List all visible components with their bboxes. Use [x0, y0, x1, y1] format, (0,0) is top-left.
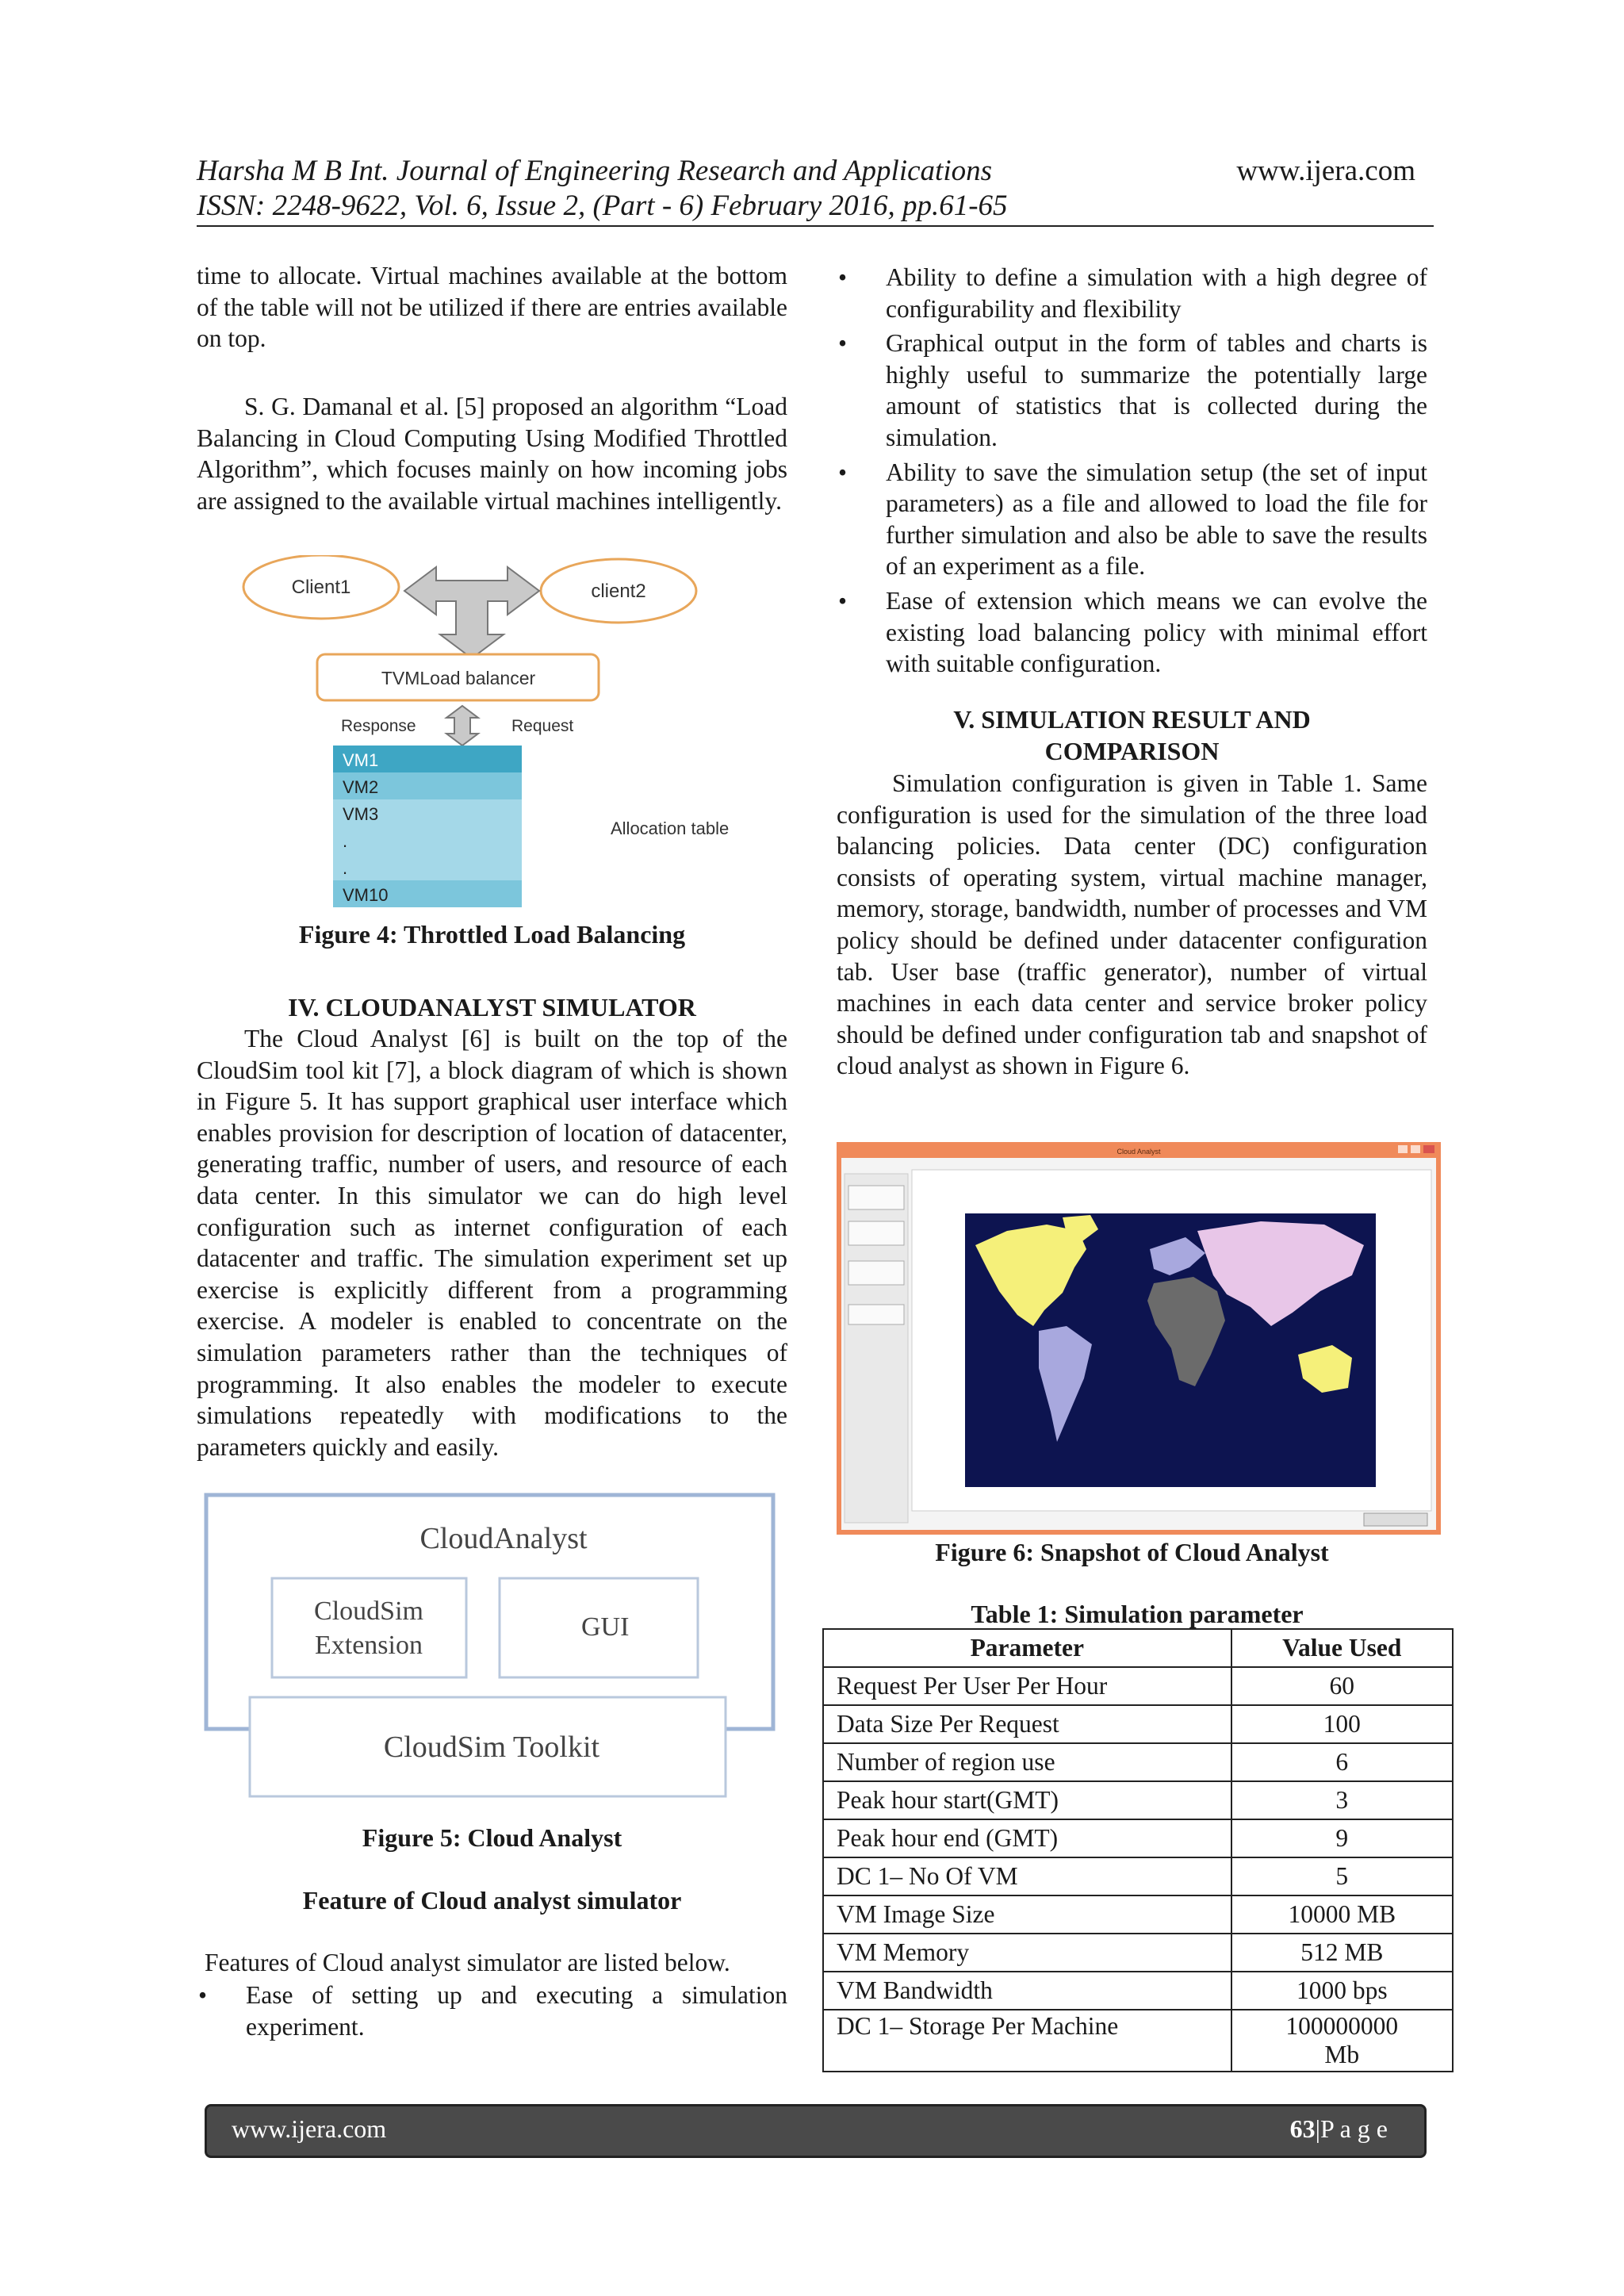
- value-cell: 100: [1231, 1705, 1453, 1743]
- save-button[interactable]: [1364, 1513, 1427, 1526]
- header-issn: ISSN: 2248-9622, Vol. 6, Issue 2, (Part - 6) February 2016, pp.61-65: [197, 190, 1008, 222]
- value-cell: 512 MB: [1231, 1934, 1453, 1972]
- table-row: [823, 1667, 1453, 1705]
- param-cell: VM Image Size: [823, 1895, 1231, 1934]
- client1-label: Client1: [291, 577, 351, 598]
- extension-label-1: CloudSim: [314, 1596, 423, 1626]
- right-para-sim: Simulation configuration is given in Table 1. Same configuration is used for the simulation of the three load balancing policies. Data center (DC) configuration consists of operating system, virtual machine manager, memory, storage, bandwidth, number of processes and VM policy should be defined under datacenter configuration tab. User base (traffic generator), number of virtual machines in each data center and service broker policy should be defined under configuration tab and snapshot of cloud analyst as shown in Figure 6.: [837, 769, 1427, 1080]
- bullet-icon: •: [838, 458, 848, 486]
- toolkit-label: CloudSim Toolkit: [383, 1731, 600, 1764]
- sidebar-button[interactable]: [848, 1221, 904, 1245]
- vm-label: VM1: [343, 750, 379, 770]
- sidebar-button[interactable]: [848, 1261, 904, 1285]
- param-cell: Request Per User Per Hour: [823, 1667, 1231, 1705]
- left-bullet-list: [197, 1980, 787, 2042]
- close-icon[interactable]: [1423, 1145, 1434, 1153]
- table-row: [823, 1857, 1453, 1895]
- footer-bar: [205, 2104, 1427, 2158]
- bullet-item: • Ease of setting up and executing a simulation experiment.: [198, 1981, 787, 2041]
- value-cell: 10000 MB: [1231, 1895, 1453, 1934]
- gui-label: GUI: [581, 1612, 630, 1642]
- table-row: [823, 1819, 1453, 1857]
- left-para-2: S. G. Damanal et al. [5] proposed an algorithm “Load Balancing in Cloud Computing Using Modified Throttled Algorithm”, which focuses mainly on how incoming jobs are assigned to the available virtual machines intelligently.: [197, 393, 787, 515]
- value-cell: 9: [1231, 1819, 1453, 1857]
- footer-url[interactable]: www.ijera.com: [232, 2114, 387, 2143]
- table-row: [823, 1895, 1453, 1934]
- bullet-item: • Ability to save the simulation setup (the set of input parameters) as a file and allowed to load the file for further simulation and also be able to save the results of an experiment as a file.: [838, 458, 1427, 581]
- section-4-title: IV. CLOUDANALYST SIMULATOR: [288, 993, 696, 1022]
- section-5-title: [837, 703, 1427, 767]
- vm-label: VM2: [343, 777, 379, 797]
- vm-row: [333, 853, 522, 880]
- extension-box: [272, 1578, 466, 1677]
- vm-label: VM3: [343, 804, 379, 824]
- left-para-1: time to allocate. Virtual machines available at the bottom of the table will not be utilized if there are entries available on top.: [197, 262, 787, 353]
- balancer-label: TVMLoad balancer: [381, 668, 536, 688]
- allocation-label: Allocation table: [611, 818, 730, 838]
- cloudanalyst-label: CloudAnalyst: [419, 1522, 588, 1555]
- bullet-icon: •: [838, 586, 848, 615]
- vm-label: VM10: [343, 885, 389, 905]
- response-label: Response: [341, 717, 416, 735]
- request-label: Request: [511, 717, 574, 735]
- left-para-3: The Cloud Analyst [6] is built on the top of the CloudSim tool kit [7], a block diagram of which is shown in Figure 5. It has support graphical user interface which enables provision for description of location of datacenter, generating traffic, number of users, and resource of each data center. In this simulator we can do high level configuration such as internet configuration of each datacenter and traffic. The simulation experiment set up exercise is explicitly different from a programming exercise. A modeler is enabled to concentrate on the simulation parameters rather than the techniques of programming. It also enables the modeler to execute simulations repeatedly with modifications to the parameters quickly and easily.: [197, 1025, 787, 1461]
- figure-6-caption: Figure 6: Snapshot of Cloud Analyst: [935, 1538, 1329, 1566]
- param-cell: Number of region use: [823, 1743, 1231, 1781]
- figure-4-caption: Figure 4: Throttled Load Balancing: [298, 920, 686, 949]
- figure-4-diagram: [238, 555, 777, 912]
- header-url[interactable]: www.ijera.com: [1236, 155, 1415, 187]
- header-parameter: Parameter: [823, 1629, 1231, 1667]
- table-header-row: [823, 1629, 1453, 1667]
- param-cell: VM Bandwidth: [823, 1972, 1231, 2010]
- simulation-parameter-table: [822, 1628, 1454, 2072]
- figure-6-screenshot: [837, 1142, 1441, 1535]
- value-cell: 3: [1231, 1781, 1453, 1819]
- table-row: [823, 1934, 1453, 1972]
- client2-label: client2: [591, 581, 646, 602]
- table-row: [823, 1781, 1453, 1819]
- double-arrow-icon: [404, 567, 539, 658]
- value-cell: 5: [1231, 1857, 1453, 1895]
- extension-label-2: Extension: [315, 1631, 423, 1660]
- sidebar-button[interactable]: [848, 1305, 904, 1324]
- bullet-icon: •: [838, 329, 848, 358]
- page-number: 63: [1289, 2114, 1316, 2143]
- table-row: [823, 1972, 1453, 2010]
- param-cell: DC 1– No Of VM: [823, 1857, 1231, 1895]
- right-bullet-list: [837, 262, 1427, 680]
- table-row: [823, 1743, 1453, 1781]
- value-cell: 100000000 Mb: [1231, 2010, 1453, 2072]
- param-cell: VM Memory: [823, 1934, 1231, 1972]
- table-row: [823, 2010, 1453, 2072]
- minimize-icon[interactable]: [1398, 1145, 1408, 1153]
- feature-intro: Features of Cloud analyst simulator are listed below.: [205, 1949, 730, 1976]
- footer-page-number: [1269, 2114, 1388, 2144]
- param-cell: Data Size Per Request: [823, 1705, 1231, 1743]
- table-1-title: Table 1: Simulation parameter: [971, 1600, 1304, 1628]
- bullet-item: • Ease of extension which means we can evolve the existing load balancing policy with minimal effort with suitable configuration.: [838, 586, 1427, 678]
- bullet-item: • Ability to define a simulation with a high degree of configurability and flexibility: [838, 263, 1427, 323]
- header-journal: Harsha M B Int. Journal of Engineering Research and Applications: [197, 155, 992, 187]
- section-5-line-1: V. SIMULATION RESULT AND: [953, 705, 1311, 734]
- sidebar-button[interactable]: [848, 1186, 904, 1209]
- vm-label: .: [343, 831, 348, 851]
- value-cell: 60: [1231, 1667, 1453, 1705]
- value-cell: 6: [1231, 1743, 1453, 1781]
- param-cell: Peak hour start(GMT): [823, 1781, 1231, 1819]
- param-cell: Peak hour end (GMT): [823, 1819, 1231, 1857]
- figure-5-diagram: [202, 1491, 781, 1808]
- bullet-icon: •: [838, 263, 848, 291]
- vm-row: [333, 826, 522, 853]
- updown-arrow-icon: [446, 706, 478, 746]
- vm-label: .: [343, 858, 348, 878]
- page-label: |P a g e: [1315, 2114, 1388, 2143]
- feature-title: Feature of Cloud analyst simulator: [302, 1886, 682, 1915]
- section-5-line-2: COMPARISON: [1044, 737, 1220, 765]
- header-rule: [197, 225, 1434, 227]
- bullet-icon: •: [198, 1981, 208, 2009]
- header-value: Value Used: [1231, 1629, 1453, 1667]
- bullet-item: • Graphical output in the form of tables and charts is highly useful to summarize the potentially large amount of statistics that is collected during the simulation.: [838, 329, 1427, 451]
- figure-5-caption: Figure 5: Cloud Analyst: [362, 1823, 622, 1852]
- window-title: Cloud Analyst: [1116, 1148, 1161, 1156]
- value-cell: 1000 bps: [1231, 1972, 1453, 2010]
- param-cell: DC 1– Storage Per Machine: [823, 2010, 1231, 2072]
- maximize-icon[interactable]: [1411, 1145, 1420, 1153]
- table-row: [823, 1705, 1453, 1743]
